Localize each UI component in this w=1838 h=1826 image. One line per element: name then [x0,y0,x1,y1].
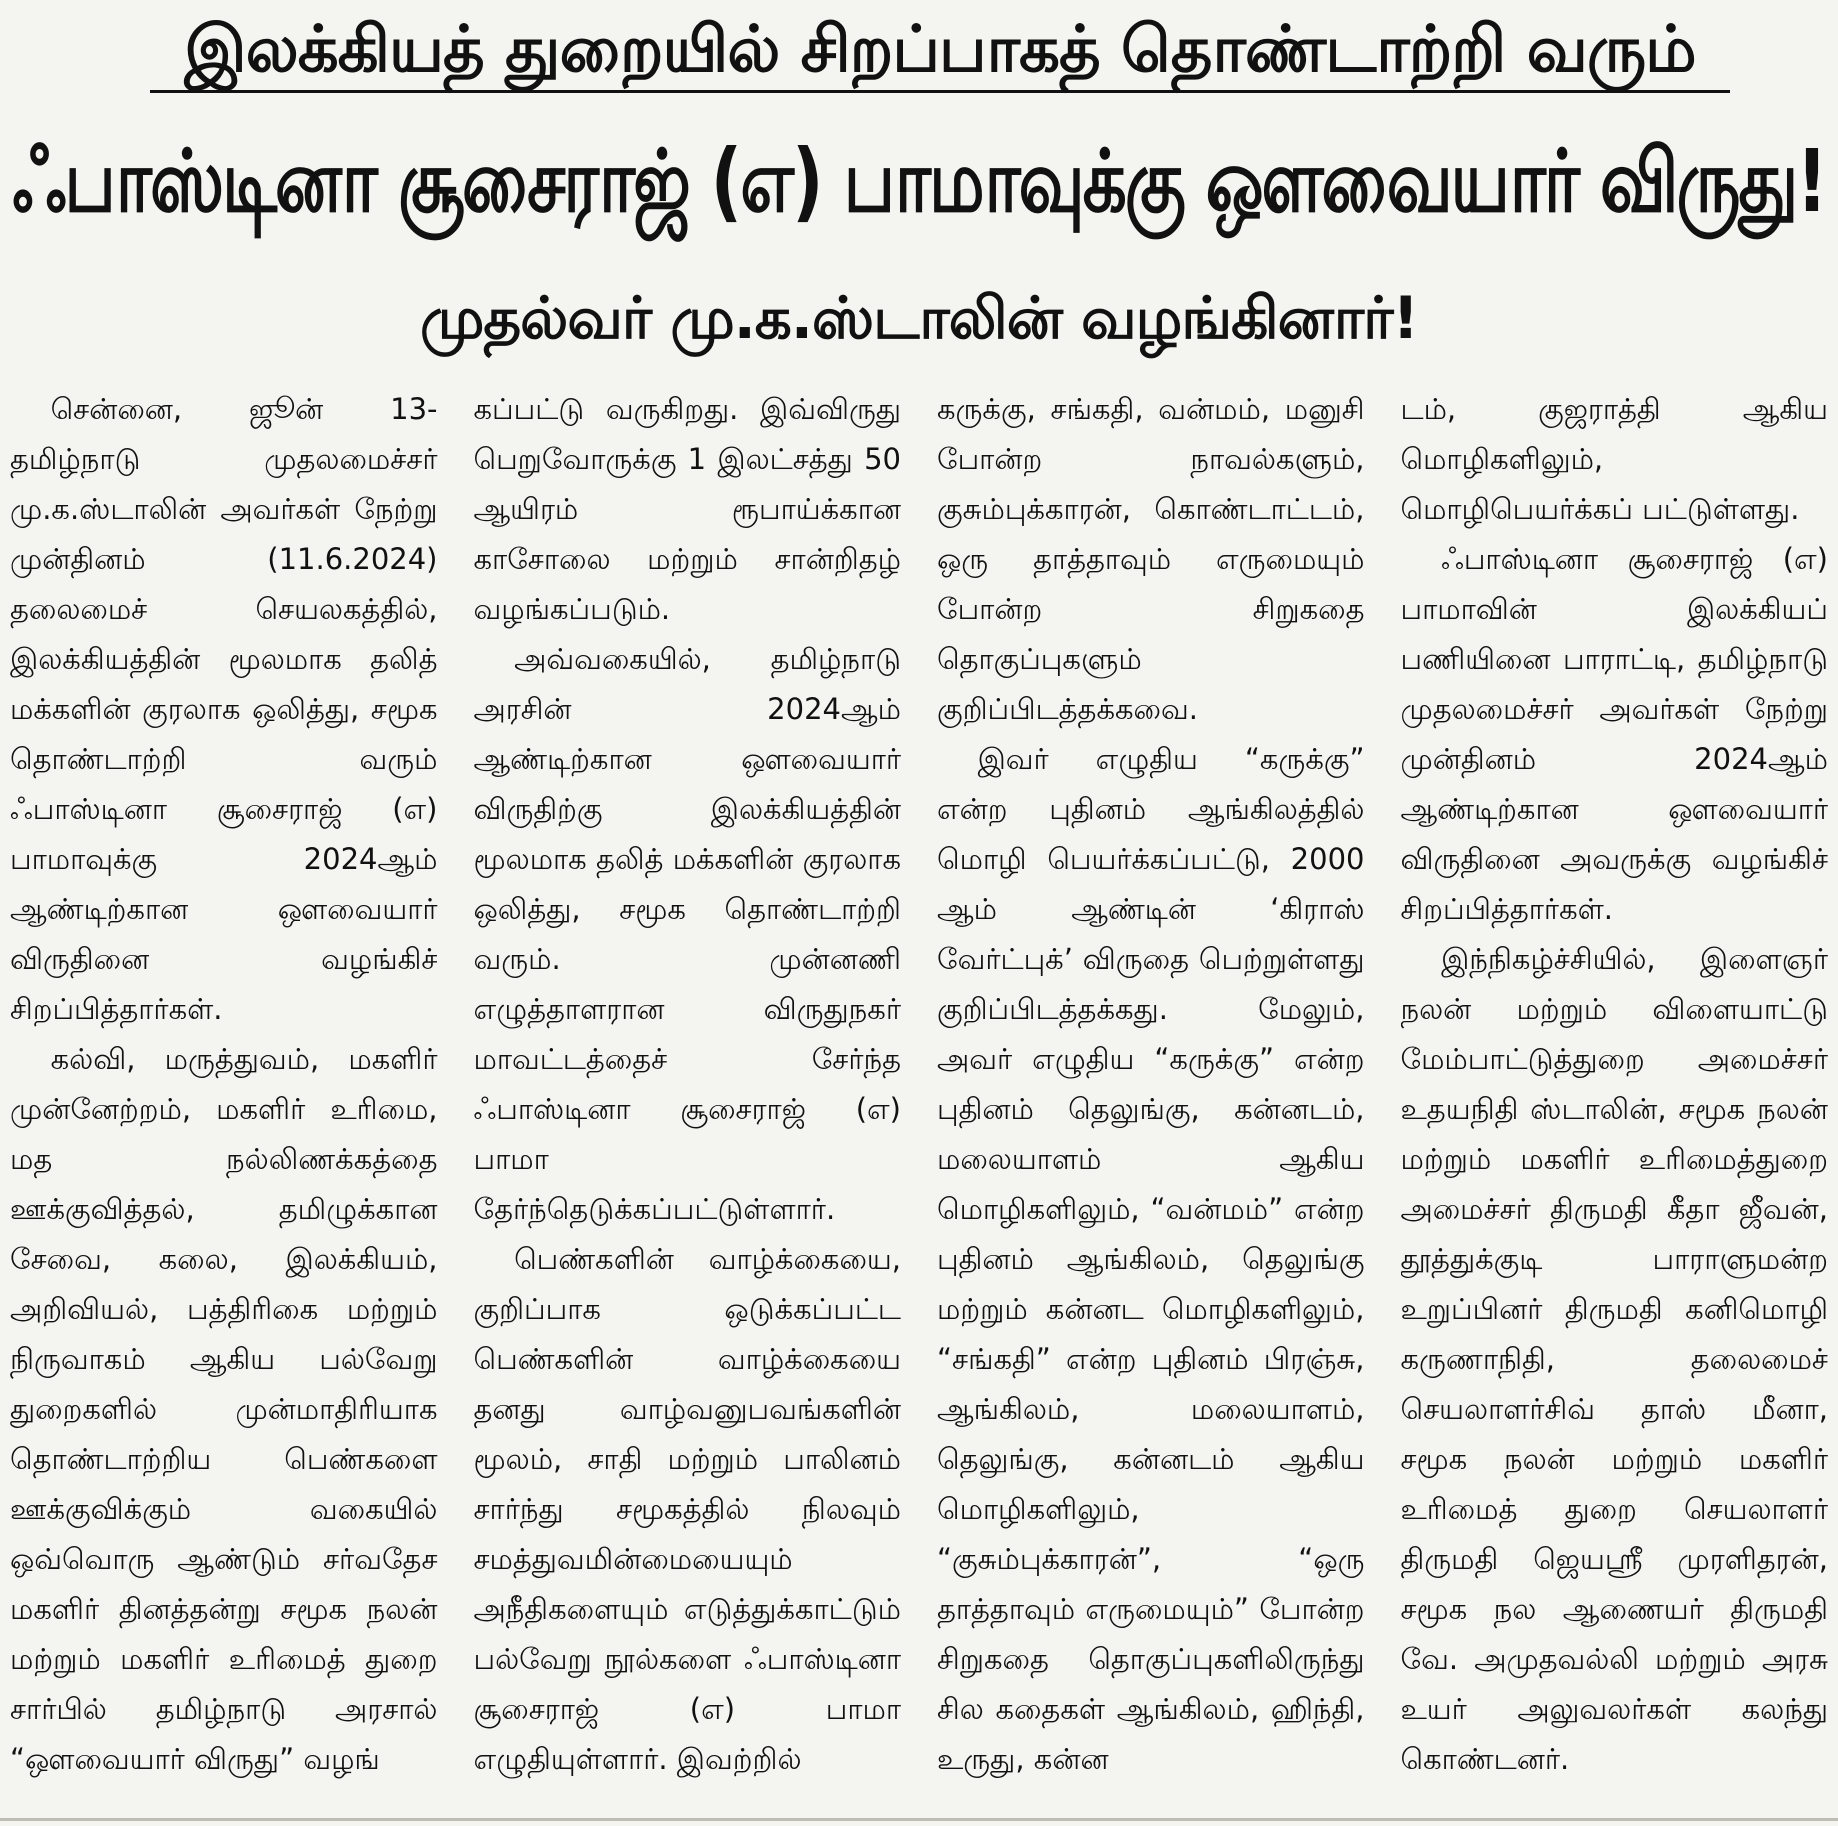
subheadline: முதல்வர் மு.க.ஸ்டாலின் வழங்கினார்! [420,284,1418,352]
article-column-2 [474,384,902,1814]
kicker-line: இலக்கியத் துறையில் சிறப்பாகத் தொண்டாற்றி வரும் [184,13,1696,87]
paragraph: ஃபாஸ்டினா சூசைராஜ் (எ) பாமாவின் இலக்கியப் பணியினை பாராட்டி, தமிழ்நாடு முதலமைச்சர் அவர்கள் நேற்று முன்தினம் 2024ஆம் ஆண்டிற்கான ஔவையார் விருதினை அவருக்கு வழங்கிச் சிறப்பித்தார்கள். [1400,542,1828,926]
article-body [10,384,1828,1814]
paragraph: கல்வி, மருத்துவம், மகளிர் முன்னேற்றம், மகளிர் உரிமை, மத நல்லிணக்கத்தை ஊக்குவித்தல், தமிழுக்கான சேவை, கலை, இலக்கியம், அறிவியல், பத்திரிகை மற்றும் நிருவாகம் ஆகிய பல்வேறு துறைகளில் முன்மாதிரியாக தொண்டாற்றிய பெண்களை ஊக்குவிக்கும் வகையில் ஒவ்வொரு ஆண்டும் சர்வதேச மகளிர் தினத்தன்று சமூக நலன் மற்றும் மகளிர் உரிமைத் துறை சார்பில் தமிழ்நாடு அரசால் “ஔவையார் விருது” வழங் [10,1042,438,1776]
paragraph: கருக்கு, சங்கதி, வன்மம், மனுசி போன்ற நாவல்களும், குசும்புக்காரன், கொண்டாட்டம், ஒரு தாத்தாவும் எருமையும் போன்ற சிறுகதை தொகுப்புகளும் குறிப்பிடத்தக்கவை. [937,392,1365,726]
article-column-3 [937,384,1365,1814]
paragraph: டம், குஜராத்தி ஆகிய மொழிகளிலும், மொழிபெயர்க்கப் பட்டுள்ளது. [1400,392,1828,526]
paragraph: இந்நிகழ்ச்சியில், இளைஞர் நலன் மற்றும் விளையாட்டு மேம்பாட்டுத்துறை அமைச்சர் உதயநிதி ஸ்டாலின், சமூக நலன் மற்றும் மகளிர் உரிமைத்துறை அமைச்சர் திருமதி கீதா ஜீவன், தூத்துக்குடி பாராளுமன்ற உறுப்பினர் திருமதி கனிமொழி கருணாநிதி, தலைமைச் செயலாளர்சிவ் தாஸ் மீனா, சமூக நலன் மற்றும் மகளிர் உரிமைத் துறை செயலாளர் திருமதி ஜெயஸ்ரீ முரளிதரன், சமூக நல ஆணையர் திருமதி வே. அமுதவல்லி மற்றும் அரசு உயர் அலுவலர்கள் கலந்து கொண்டனர். [1400,942,1828,1776]
headline: ஃபாஸ்டினா சூசைராஜ் (எ) பாமாவுக்கு ஔவையார் விருது! [12,132,1826,232]
paragraph: பெண்களின் வாழ்க்கையை, குறிப்பாக ஒடுக்கப்பட்ட பெண்களின் வாழ்க்கையை தனது வாழ்வனுபவங்களின் மூலம், சாதி மற்றும் பாலினம் சார்ந்து சமூகத்தில் நிலவும் சமத்துவமின்மையையும் அநீதிகளையும் எடுத்துக்காட்டும் பல்வேறு நூல்களை ஃபாஸ்டினா சூசைராஜ் (எ) பாமா எழுதியுள்ளார். இவற்றில் [473,1242,901,1776]
paragraph: அவ்வகையில், தமிழ்நாடு அரசின் 2024ஆம் ஆண்டிற்கான ஔவையார் விருதிற்கு இலக்கியத்தின் மூலமாக தலித் மக்களின் குரலாக ஒலித்து, சமூக தொண்டாற்றி வரும். முன்னணி எழுத்தாளரான விருதுநகர் மாவட்டத்தைச் சேர்ந்த ஃபாஸ்டினா சூசைராஜ் (எ) பாமா தேர்ந்தெடுக்கப்பட்டுள்ளார். [473,642,901,1226]
paragraph: இவர் எழுதிய “கருக்கு” என்ற புதினம் ஆங்கிலத்தில் மொழி பெயர்க்கப்பட்டு, 2000 ஆம் ஆண்டின் ‘கிராஸ் வேர்ட்புக்’ விருதை பெற்றுள்ளது குறிப்பிடத்தக்கது. மேலும், அவர் எழுதிய “கருக்கு” என்ற புதினம் தெலுங்கு, கன்னடம், மலையாளம் ஆகிய மொழிகளிலும், “வன்மம்” என்ற புதினம் ஆங்கிலம், தெலுங்கு மற்றும் கன்னட மொழிகளிலும், “சங்கதி” என்ற புதினம் பிரஞ்சு, ஆங்கிலம், மலையாளம், தெலுங்கு, கன்னடம் ஆகிய மொழிகளிலும், “குசும்புக்காரன்”, “ஒரு தாத்தாவும் எருமையும்” போன்ற சிறுகதை தொகுப்புகளிலிருந்து சில கதைகள் ஆங்கிலம், ஹிந்தி, உருது, கன்ன [937,742,1365,1776]
bottom-divider [0,1818,1838,1821]
kicker-underline [150,90,1730,93]
paragraph: சென்னை, ஜூன் 13- தமிழ்நாடு முதலமைச்சர் மு.க.ஸ்டாலின் அவர்கள் நேற்று முன்தினம் (11.6.2024) தலைமைச் செயலகத்தில், இலக்கியத்தின் மூலமாக தலித் மக்களின் குரலாக ஒலித்து, சமூக தொண்டாற்றி வரும் ஃபாஸ்டினா சூசைராஜ் (எ) பாமாவுக்கு 2024ஆம் ஆண்டிற்கான ஔவையார் விருதினை வழங்கிச் சிறப்பித்தார்கள். [10,392,438,1026]
article-column-4 [1401,384,1829,1814]
article-column-1 [10,384,438,1814]
paragraph: கப்பட்டு வருகிறது. இவ்விருது பெறுவோருக்கு 1 இலட்சத்து 50 ஆயிரம் ரூபாய்க்கான காசோலை மற்றும் சான்றிதழ் வழங்கப்படும். [473,392,901,626]
